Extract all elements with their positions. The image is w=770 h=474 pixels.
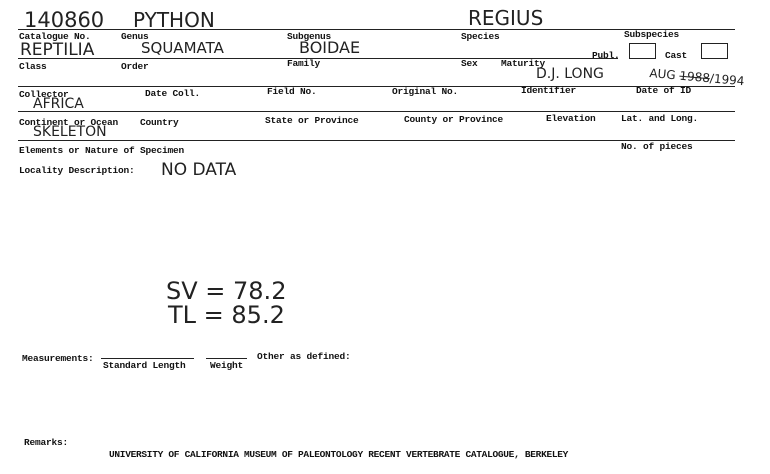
elevation-label: Elevation	[546, 113, 596, 124]
identifier-value: D.J. LONG	[536, 66, 604, 82]
publ-checkbox[interactable]	[629, 43, 656, 59]
maturity-label: Maturity	[501, 58, 546, 69]
family-value: BOIDAE	[299, 38, 361, 57]
class-label: Class	[19, 61, 47, 72]
cast-checkbox[interactable]	[701, 43, 728, 59]
continent-value: AFRICA	[33, 96, 84, 112]
collector-label: Collector	[19, 89, 69, 100]
cast-label: Cast	[665, 50, 688, 61]
genus-value: PYTHON	[133, 8, 215, 32]
continent-label: Continent or Ocean	[19, 117, 119, 128]
remarks-label: Remarks:	[24, 437, 69, 448]
subgenus-label: Subgenus	[287, 31, 332, 42]
row4-line	[18, 111, 735, 112]
no-of-pieces-label: No. of pieces	[621, 141, 693, 152]
weight-line	[206, 358, 247, 359]
elements-value: SKELETON	[33, 124, 107, 140]
species-label: Species	[461, 31, 500, 42]
measurements-label: Measurements:	[22, 353, 94, 364]
measure-tl: TL = 85.2	[168, 301, 285, 329]
species-value: REGIUS	[468, 6, 544, 30]
county-label: County or Province	[404, 114, 504, 125]
genus-label: Genus	[121, 31, 149, 42]
standard-length-label: Standard Length	[103, 360, 186, 371]
elements-label: Elements or Nature of Specimen	[19, 145, 185, 156]
identifier-label: Identifier	[521, 85, 577, 96]
state-label: State or Province	[265, 115, 359, 126]
order-label: Order	[121, 61, 149, 72]
locality-label: Locality Description:	[19, 165, 135, 176]
measure-sv: SV = 78.2	[166, 277, 287, 305]
publ-label: Publ.	[592, 50, 620, 61]
original-no-label: Original No.	[392, 86, 459, 97]
lat-long-label: Lat. and Long.	[621, 113, 699, 124]
row3-line	[18, 86, 735, 87]
locality-value: NO DATA	[161, 160, 237, 180]
other-as-defined-label: Other as defined:	[257, 351, 351, 362]
catalogue-footer: UNIVERSITY OF CALIFORNIA MUSEUM OF PALEONTOLOGY RECENT VERTEBRATE CATALOGUE, BERKELEY	[109, 449, 569, 460]
date-of-id-month: AUG	[648, 66, 681, 83]
class-value: REPTILIA	[20, 40, 95, 60]
subspecies-label: Subspecies	[624, 29, 680, 40]
family-label: Family	[287, 58, 321, 69]
date-of-id-year: 1994	[713, 71, 745, 89]
catalogue-no-label: Catalogue No.	[19, 31, 91, 42]
catalogue-no-value: 140860	[24, 8, 105, 32]
date-of-id-struck-year: 1988	[678, 68, 711, 86]
weight-label: Weight	[210, 360, 244, 371]
order-value: SQUAMATA	[141, 39, 224, 57]
standard-length-line	[101, 358, 194, 359]
date-of-id-label: Date of ID	[636, 85, 692, 96]
country-label: Country	[140, 117, 179, 128]
date-of-id-slash: /	[709, 71, 715, 86]
field-no-label: Field No.	[267, 86, 317, 97]
date-coll-label: Date Coll.	[145, 88, 201, 99]
sex-label: Sex	[461, 58, 478, 69]
